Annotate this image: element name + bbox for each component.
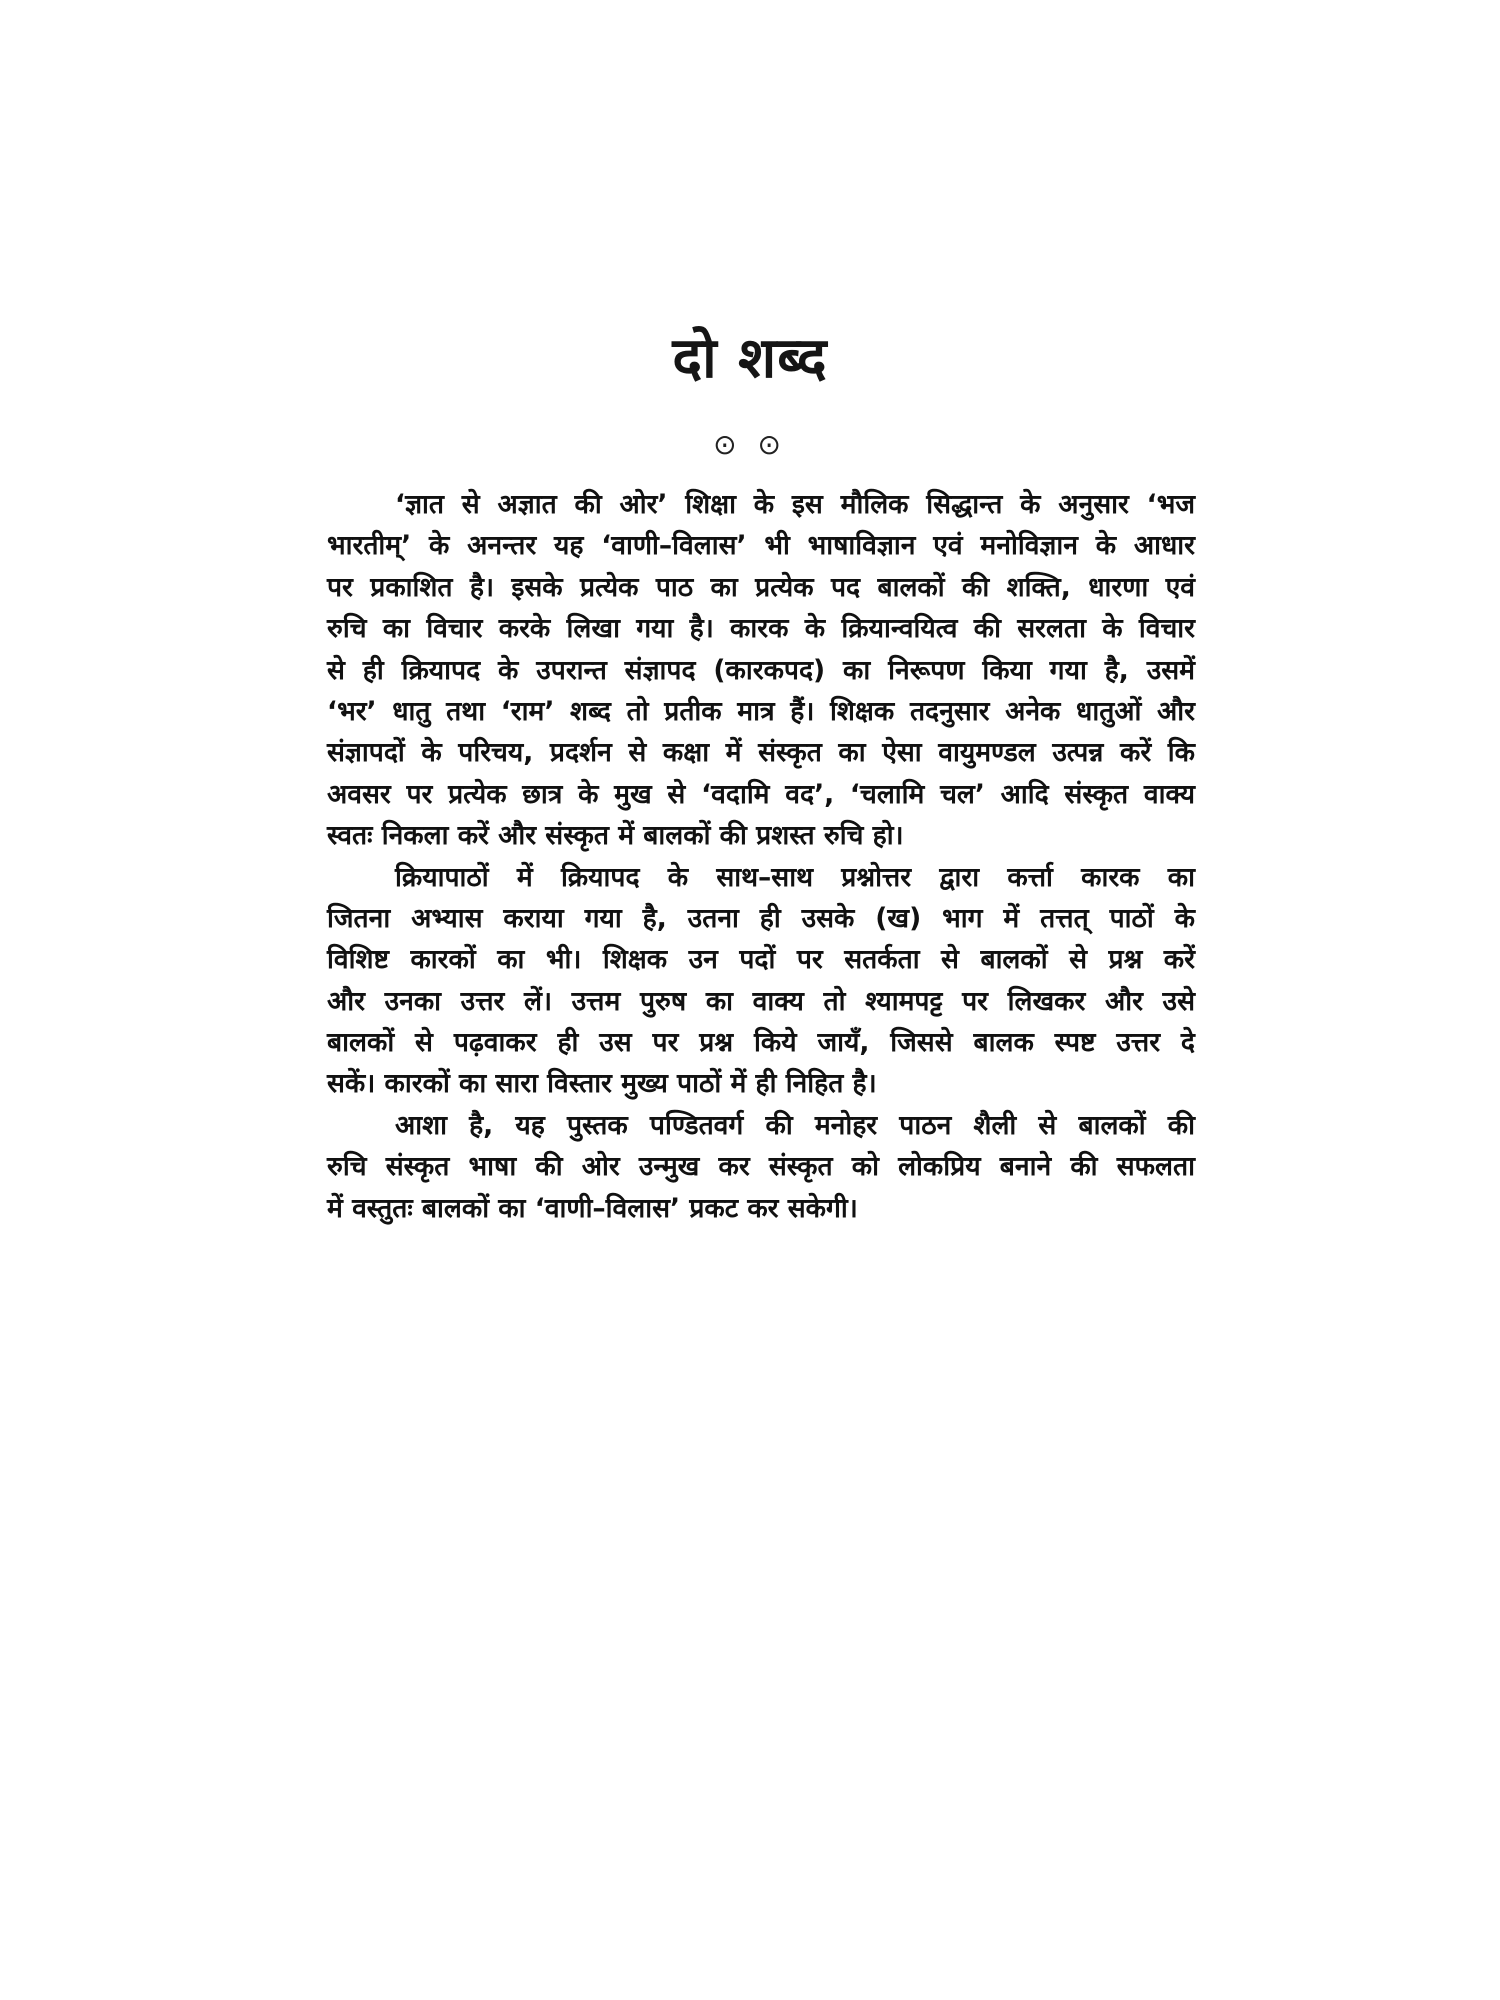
text-line: और उनका उत्तर लें। उत्तम पुरुष का वाक्य तो श्यामपट्ट पर लिखकर और उसे — [327, 985, 1195, 1017]
text-line: स्वतः निकला करें और संस्कृत में बालकों की प्रशस्त रुचि हो। — [327, 820, 904, 852]
text-line: अवसर पर प्रत्येक छात्र के मुख से ‘वदामि वद’, ‘चलामि चल’ आदि संस्कृत वाक्य — [327, 778, 1195, 810]
text-line: विशिष्ट कारकों का भी। शिक्षक उन पदों पर सतर्कता से बालकों से प्रश्न करें — [327, 944, 1195, 976]
text-line: पर प्रकाशित है। इसके प्रत्येक पाठ का प्रत्येक पद बालकों की शक्ति, धारणा एवं — [327, 571, 1195, 603]
text-line: जितना अभ्यास कराया गया है, उतना ही उसके (ख) भाग में तत्तत् पाठों के — [327, 902, 1195, 934]
text-line: भारतीम्’ के अनन्तर यह ‘वाणी–विलास’ भी भाषाविज्ञान एवं मनोविज्ञान के आधार — [327, 530, 1195, 562]
text-line: क्रियापाठों में क्रियापद के साथ–साथ प्रश्नोत्तर द्वारा कर्त्ता कारक का — [395, 861, 1195, 893]
text-line: रुचि संस्कृत भाषा की ओर उन्मुख कर संस्कृत को लोकप्रिय बनाने की सफलता — [327, 1151, 1195, 1183]
text-line: बालकों से पढ़वाकर ही उस पर प्रश्न किये जायँ, जिससे बालक स्पष्ट उत्तर दे — [327, 1027, 1195, 1059]
text-line: आशा है, यह पुस्तक पण्डितवर्ग की मनोहर पाठन शैली से बालकों की — [395, 1109, 1195, 1141]
text-line: सकें। कारकों का सारा विस्तार मुख्य पाठों में ही निहित है। — [327, 1068, 877, 1100]
text-line: से ही क्रियापद के उपरान्त संज्ञापद (कारकपद) का निरूपण किया गया है, उसमें — [327, 654, 1195, 686]
ornament-divider: ⊙ ⊙ — [713, 428, 787, 461]
text-line: में वस्तुतः बालकों का ‘वाणी–विलास’ प्रकट कर सकेगी। — [327, 1192, 858, 1224]
paragraph-3 — [327, 1105, 1195, 1229]
paragraph-1 — [327, 484, 1195, 857]
text-line: संज्ञापदों के परिचय, प्रदर्शन से कक्षा में संस्कृत का ऐसा वायुमण्डल उत्पन्न करें कि — [327, 737, 1195, 769]
body-text — [327, 484, 1195, 1229]
text-line: रुचि का विचार करके लिखा गया है। कारक के क्रियान्वयित्व की सरलता के विचार — [327, 613, 1195, 645]
text-line: ‘भर’ धातु तथा ‘राम’ शब्द तो प्रतीक मात्र हैं। शिक्षक तदनुसार अनेक धातुओं और — [327, 695, 1195, 727]
page-title: दो शब्द — [672, 326, 828, 391]
paragraph-2 — [327, 857, 1195, 1105]
text-line: ‘ज्ञात से अज्ञात की ओर’ शिक्षा के इस मौलिक सिद्धान्त के अनुसार ‘भज — [395, 489, 1195, 520]
